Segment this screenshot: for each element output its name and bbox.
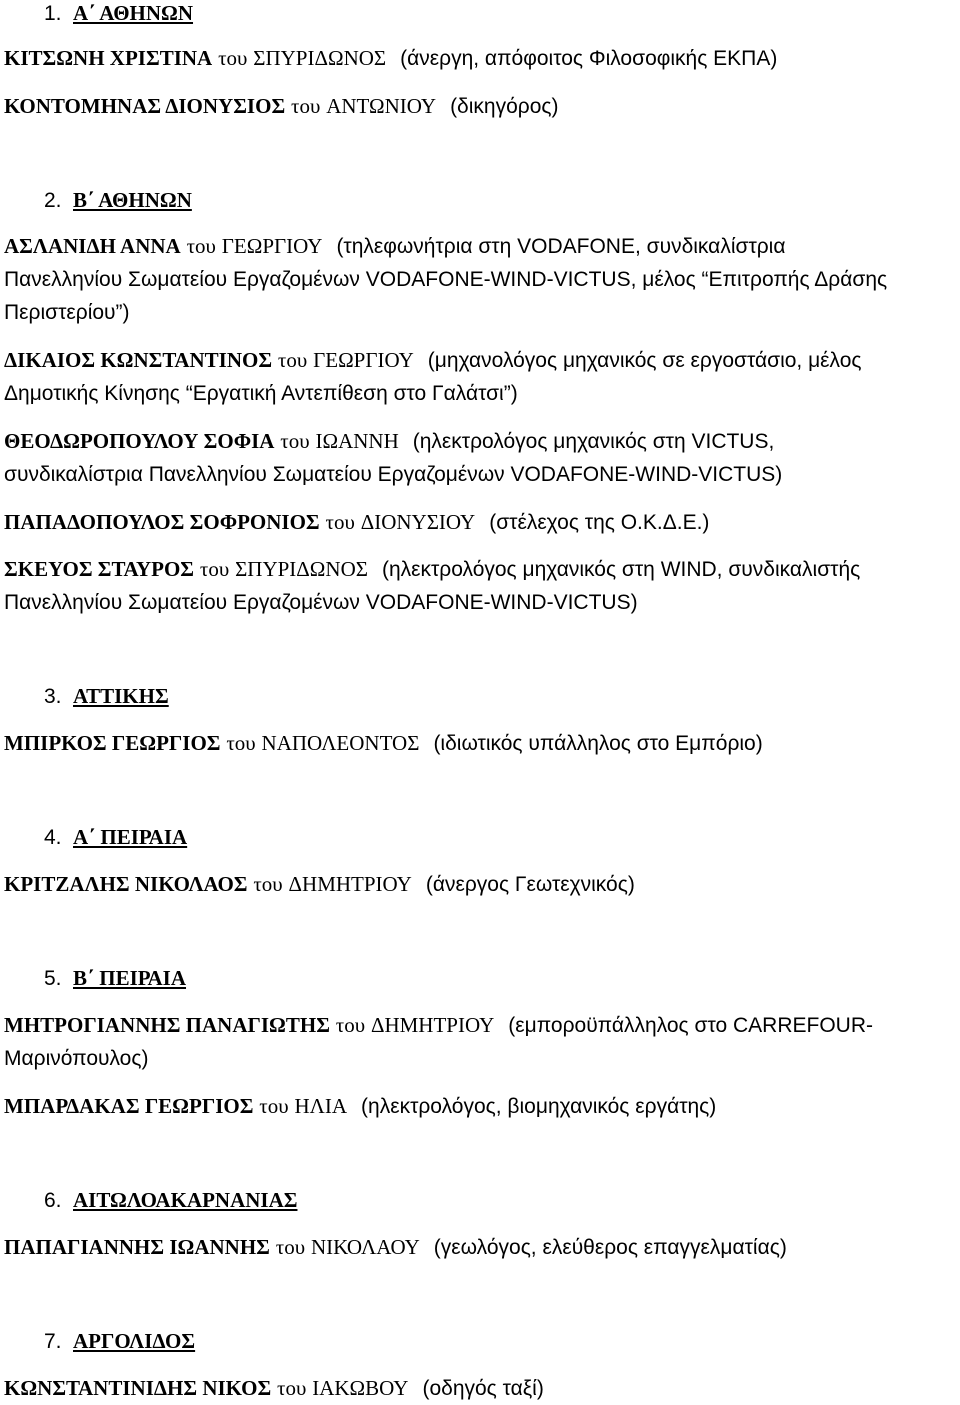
candidate-description: (άνεργος Γεωτεχνικός) (425, 873, 635, 896)
section-number: 5. (44, 967, 62, 990)
candidate-description-line: Περιστερίου”) (4, 301, 130, 324)
candidate-of: του (325, 510, 355, 534)
section-number: 7. (44, 1330, 62, 1353)
candidate-parent-name: ΣΠΥΡΙΔΩΝΟΣ (253, 46, 387, 70)
candidate-name: ΚΩΝΣΤΑΝΤΙΝΙΔΗΣ ΝΙΚΟΣ (4, 1376, 272, 1400)
candidate-of: του (218, 46, 248, 70)
candidate-parent-name: ΝΙΚΟΛΑΟΥ (310, 1235, 420, 1259)
candidate-description: (οδηγός ταξί) (422, 1377, 544, 1400)
candidate-of: του (280, 429, 310, 453)
candidate-description-line: Μαρινόπουλος) (4, 1047, 149, 1070)
candidate-entry (4, 1372, 960, 1405)
candidate-entry (4, 90, 960, 123)
candidate-parent-name: ΗΛΙΑ (294, 1094, 348, 1118)
candidate-entry (4, 727, 960, 760)
candidate-name: ΣΚΕΥΟΣ ΣΤΑΥΡΟΣ (4, 557, 195, 581)
candidate-parent-name: ΙΑΚΩΒΟΥ (312, 1376, 409, 1400)
section-heading (44, 1328, 195, 1355)
section-number: 3. (44, 685, 62, 708)
candidate-of: του (259, 1094, 289, 1118)
candidate-description: (ηλεκτρολόγος μηχανικός στη VICTUS, (412, 430, 775, 453)
candidate-of: του (291, 94, 321, 118)
section-heading (44, 965, 186, 992)
candidate-of: του (277, 1376, 307, 1400)
candidate-description-line: συνδικαλίστρια Πανελληνίου Σωματείου Εργαζομένων VODAFONE-WIND-VICTUS) (4, 463, 783, 486)
candidate-parent-name: ΝΑΠΟΛΕΟΝΤΟΣ (261, 731, 420, 755)
candidate-description: (ηλεκτρολόγος μηχανικός στη WIND, συνδικαλιστής (381, 558, 861, 581)
candidate-parent-name: ΓΕΩΡΓΙΟΥ (313, 348, 414, 372)
section-heading (44, 824, 187, 851)
candidate-parent-name: ΔΙΟΝΥΣΙΟΥ (360, 510, 476, 534)
candidate-parent-name: ΑΝΤΩΝΙΟΥ (326, 94, 437, 118)
candidate-entry (4, 344, 960, 410)
candidate-name: ΜΠΑΡΔΑΚΑΣ ΓΕΩΡΓΙΟΣ (4, 1094, 254, 1118)
section-heading (44, 187, 192, 214)
candidate-description: (τηλεφωνήτρια στη VODAFONE, συνδικαλίστρια (336, 235, 786, 258)
candidate-description: (εμποροϋπάλληλος στο CARREFOUR- (508, 1014, 873, 1037)
candidate-name: ΔΙΚΑΙΟΣ ΚΩΝΣΤΑΝΤΙΝΟΣ (4, 348, 273, 372)
candidate-entry (4, 230, 960, 329)
candidate-parent-name: ΔΗΜΗΤΡΙΟΥ (288, 872, 412, 896)
candidate-entry (4, 42, 960, 75)
candidate-of: του (226, 731, 256, 755)
section-title: Β΄ ΑΘΗΝΩΝ (73, 188, 192, 212)
candidate-name: ΠΑΠΑΔΟΠΟΥΛΟΣ ΣΟΦΡΟΝΙΟΣ (4, 510, 320, 534)
candidate-name: ΜΗΤΡΟΓΙΑΝΝΗΣ ΠΑΝΑΓΙΩΤΗΣ (4, 1013, 330, 1037)
candidate-entry (4, 506, 960, 539)
candidate-description-line: Πανελληνίου Σωματείου Εργαζομένων VODAFONE-WIND-VICTUS, μέλος “Επιτροπής Δράσης (4, 268, 888, 291)
section-heading (44, 1187, 297, 1214)
section-title: Β΄ ΠΕΙΡΑΙΑ (73, 966, 187, 990)
candidate-description: (ιδιωτικός υπάλληλος στο Εμπόριο) (433, 732, 763, 755)
candidate-entry (4, 1090, 960, 1123)
candidate-of: του (275, 1235, 306, 1259)
candidate-name: ΠΑΠΑΓΙΑΝΝΗΣ ΙΩΑΝΝΗΣ (4, 1235, 270, 1259)
candidate-parent-name: ΣΠΥΡΙΔΩΝΟΣ (235, 557, 368, 581)
section-title: ΑΙΤΩΛΟΑΚΑΡΝΑΝΙΑΣ (73, 1188, 298, 1212)
candidate-of: του (335, 1013, 366, 1037)
candidate-description: (στέλεχος της Ο.Κ.Δ.Ε.) (489, 511, 710, 534)
candidate-parent-name: ΓΕΩΡΓΙΟΥ (221, 234, 323, 258)
candidate-name: ΘΕΟΔΩΡΟΠΟΥΛΟΥ ΣΟΦΙΑ (4, 429, 275, 453)
candidate-description-line: Δημοτικής Κίνησης “Εργατική Αντεπίθεση στο Γαλάτσι”) (4, 382, 518, 405)
candidate-name: ΜΠΙΡΚΟΣ ΓΕΩΡΓΙΟΣ (4, 731, 221, 755)
section-number: 6. (44, 1189, 62, 1212)
candidate-entry (4, 553, 960, 619)
candidate-name: ΚΟΝΤΟΜΗΝΑΣ ΔΙΟΝΥΣΙΟΣ (4, 94, 286, 118)
section-number: 2. (44, 189, 62, 212)
section-title: ΑΡΓΟΛΙΔΟΣ (73, 1329, 196, 1353)
section-heading (44, 683, 169, 710)
candidate-entry (4, 425, 960, 491)
section-number: 1. (44, 2, 62, 25)
candidate-description: (μηχανολόγος μηχανικός σε εργοστάσιο, μέλος (427, 349, 862, 372)
candidate-description: (δικηγόρος) (450, 95, 559, 118)
candidate-entry (4, 1231, 960, 1264)
section-title: ΑΤΤΙΚΗΣ (73, 684, 169, 708)
candidate-description: (άνεργη, απόφοιτος Φιλοσοφικής ΕΚΠΑ) (400, 47, 778, 70)
candidate-description: (γεωλόγος, ελεύθερος επαγγελματίας) (433, 1236, 787, 1259)
candidate-parent-name: ΙΩΑΝΝΗ (315, 429, 399, 453)
candidate-of: του (199, 557, 230, 581)
candidate-description-line: Πανελληνίου Σωματείου Εργαζομένων VODAFONE-WIND-VICTUS) (4, 591, 638, 614)
candidate-name: ΚΙΤΣΩΝΗ ΧΡΙΣΤΙΝΑ (4, 46, 213, 70)
candidate-description: (ηλεκτρολόγος, βιομηχανικός εργάτης) (361, 1095, 717, 1118)
candidate-entry (4, 868, 960, 901)
section-title: Α΄ ΑΘΗΝΩΝ (73, 1, 194, 25)
section-heading (44, 0, 193, 27)
candidate-parent-name: ΔΗΜΗΤΡΙΟΥ (370, 1013, 495, 1037)
candidate-entry (4, 1009, 960, 1075)
section-number: 4. (44, 826, 62, 849)
section-title: Α΄ ΠΕΙΡΑΙΑ (73, 825, 188, 849)
candidate-name: ΑΣΛΑΝΙΔΗ ΑΝΝΑ (4, 234, 181, 258)
candidate-of: του (253, 872, 283, 896)
candidate-name: ΚΡΙΤΖΑΛΗΣ ΝΙΚΟΛΑΟΣ (4, 872, 248, 896)
candidate-of: του (186, 234, 216, 258)
candidate-of: του (277, 348, 308, 372)
